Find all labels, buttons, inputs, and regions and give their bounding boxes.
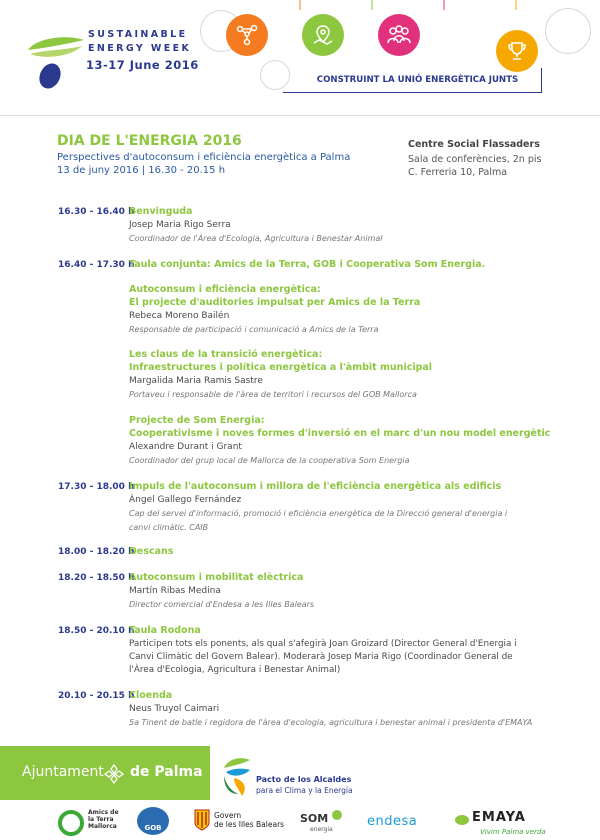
govern-logo-text — [214, 811, 284, 829]
session-time: 18.00 - 18.20 h — [58, 547, 135, 557]
talk-title-line1: Projecte de Som Energia: — [129, 415, 265, 426]
talk-title-line1: Les claus de la transició energètica: — [129, 349, 323, 360]
talk-title-line2: Cooperativisme i noves formes d'inversió en el marc d'un nou model energètic — [129, 428, 551, 439]
session-time: 16.40 - 17.30 h — [58, 260, 135, 270]
speaker-role: Portaveu i responsable de l'àrea de territori i recursos del GOB Mallorca — [129, 390, 417, 399]
amics-line1: Amics de — [88, 809, 119, 816]
palma-crest-icon — [104, 764, 124, 784]
session-title: Descans — [129, 546, 174, 557]
session-title: Autoconsum i mobilitat elèctrica — [129, 572, 304, 583]
talk-title-line2: El projecte d'auditories impulsat per Amics de la Terra — [129, 297, 421, 308]
event-date: 13 de juny 2016 | 16.30 - 20.15 h — [57, 165, 226, 176]
speaker-name: Josep Maria Rigo Serra — [129, 220, 231, 230]
decorative-snowflake-icon — [545, 8, 591, 54]
speaker-role: Coordinador de l'Àrea d'Ecologia, Agricultura i Benestar Animal — [129, 234, 383, 243]
pacto-title: Pacto de los Alcaldes — [256, 775, 352, 784]
session-description: Participen tots els ponents, als qual s'afegirà Joan Groizard (Director General d'Energia i Canvi Climàtic del Govern Balear). Moderarà Josep Maria Rigo (Coordinador General de l'Àrea d'Ecologia, Agricultura i Benestar Animal) — [129, 639, 517, 675]
venue-room: Sala de conferències, 2n pis — [408, 154, 542, 165]
emaya-tagline: Vivim Palma verda — [480, 828, 546, 836]
session-time: 17.30 - 18.00 h — [58, 482, 135, 492]
people-icon — [378, 14, 420, 56]
talk-title-line1: Autoconsum i eficiència energètica: — [129, 284, 321, 295]
amics-terra-logo-icon — [58, 810, 84, 836]
session-title: Taula conjunta: Amics de la Terra, GOB i Cooperativa Som Energia. — [129, 259, 486, 270]
amics-line3: Mallorca — [88, 823, 117, 830]
session-time: 18.20 - 18.50 h — [58, 573, 135, 583]
som-energia-sub: energia — [310, 826, 333, 833]
speaker-name: Rebeca Moreno Bailén — [129, 311, 230, 321]
de-palma-text: de Palma — [130, 764, 203, 780]
session-title: Taula Rodona — [129, 625, 201, 636]
govern-line2: de les Illes Balears — [214, 820, 285, 829]
sew-title-line1: SUSTAINABLE — [88, 29, 188, 40]
talk-title-line2: Infraestructures i política energètica a l'àmbit municipal — [129, 362, 433, 373]
trophy-icon — [496, 30, 538, 72]
ajuntament-text: Ajuntament — [22, 764, 104, 780]
map-pin-icon — [302, 14, 344, 56]
som-energia-logo: SOM — [300, 812, 329, 825]
pacto-subtitle: para el Clima y la Energía — [256, 786, 353, 795]
sew-title-line2: ENERGY WEEK — [88, 43, 192, 54]
header-divider — [0, 115, 600, 116]
govern-line1: Govern — [214, 811, 242, 820]
event-subtitle: Perspectives d'autoconsum i eficiència energètica a Palma — [57, 152, 351, 163]
speaker-name: Margalida Maria Ramis Sastre — [129, 376, 263, 386]
banner-text: CONSTRUINT LA UNIÓ ENERGÈTICA JUNTS — [316, 75, 519, 85]
speaker-name: Alexandre Durant i Grant — [129, 442, 242, 452]
speaker-role: Responsable de participació i comunicació a Amics de la Terra — [129, 325, 379, 334]
gob-logo: GOB — [137, 807, 169, 835]
speaker-role: Coordinador del grup local de Mallorca de la cooperativa Som Energia — [129, 456, 410, 465]
sew-dates: 13-17 June 2016 — [86, 58, 199, 72]
pacto-alcaldes-logo — [220, 754, 254, 800]
speaker-role: 5a Tinent de batle i regidora de l'àrea d'ecologia, agricultura i benestar animal i presidenta d'EMAYA — [129, 718, 533, 727]
amics-line2: la Terra — [88, 816, 114, 823]
amics-terra-logo-text — [88, 809, 119, 830]
speaker-name: Martín Ribas Medina — [129, 586, 221, 596]
event-title: DIA DE L'ENERGIA 2016 — [57, 133, 242, 149]
speaker-role: Director comercial d'Endesa a les Illes Balears — [129, 600, 315, 609]
session-title: Impuls de l'autoconsum i millora de l'eficiència energètica als edificis — [129, 481, 502, 492]
sustainable-energy-week-logo — [26, 20, 88, 92]
session-title: Benvinguda — [129, 206, 193, 217]
govern-crest-icon — [194, 809, 210, 831]
speaker-role: Cap del servei d'informació, promoció i eficiència energètica de la Direcció general d'energia i canvi climàtic. CAIB — [129, 509, 508, 532]
session-time: 20.10 - 20.15 h — [58, 691, 135, 701]
network-icon — [226, 14, 268, 56]
som-energia-leaf-icon — [332, 810, 342, 820]
emaya-leaf-icon — [455, 815, 469, 825]
speaker-name: Neus Truyol Caimari — [129, 704, 220, 714]
session-title: Cloenda — [129, 690, 173, 701]
session-time: 18.50 - 20.10 h — [58, 626, 135, 636]
emaya-logo: EMAYA — [472, 810, 526, 825]
venue-address: C. Ferreria 10, Palma — [408, 167, 508, 178]
session-time: 16.30 - 16.40 h — [58, 207, 135, 217]
endesa-logo: endesa — [367, 814, 418, 829]
venue-name: Centre Social Flassaders — [408, 139, 540, 150]
speaker-name: Àngel Gallego Fernández — [129, 495, 242, 505]
